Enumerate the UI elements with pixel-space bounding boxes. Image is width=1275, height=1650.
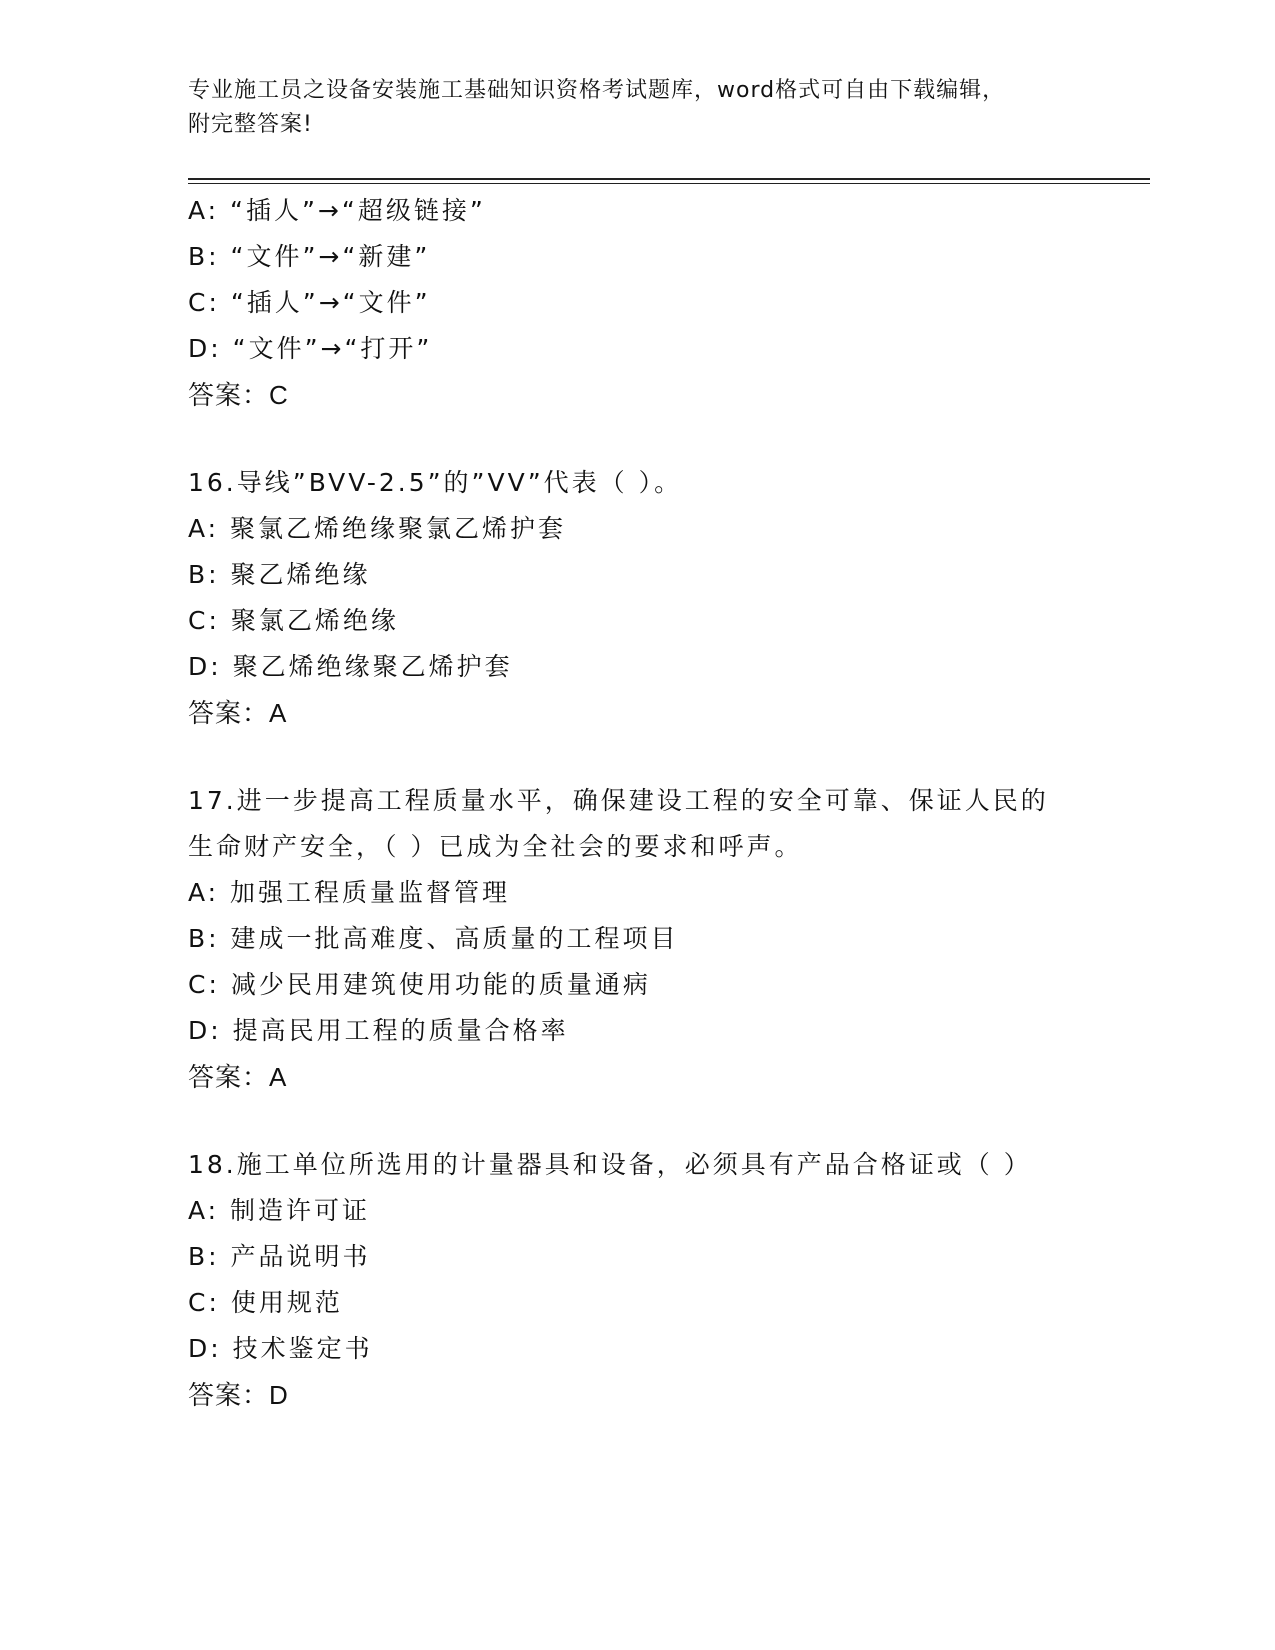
answer-line: 答案：D [188,1380,289,1410]
header-divider-thin [188,183,1150,184]
question-text: 16.导线”BVV-2.5”的”VV”代表（ ）。 [188,468,683,497]
question-15-block [188,188,1148,418]
option-a: A: 制造许可证 [188,1196,371,1225]
option-a: A: “插人”→“超级链接” [188,196,486,225]
spacer [188,736,1148,778]
question-text-line-2: 生命财产安全，（ ）已成为全社会的要求和呼声。 [188,832,803,861]
document-body [188,188,1148,1418]
option-c: C: “插人”→“文件” [188,288,431,317]
question-17-block [188,778,1148,1100]
option-b: B: 建成一批高难度、高质量的工程项目 [188,924,679,953]
question-text: 18.施工单位所选用的计量器具和设备，必须具有产品合格证或（ ） [188,1150,1032,1179]
spacer [188,418,1148,460]
answer-line: 答案：C [188,380,289,410]
header-divider-thick [188,178,1150,180]
option-d: D: “文件”→“打开” [188,334,433,363]
header-title-line-2: 附完整答案! [188,112,313,137]
option-c: C: 聚氯乙烯绝缘 [188,606,399,635]
option-d: D: 提高民用工程的质量合格率 [188,1016,569,1045]
question-16-block [188,460,1148,736]
option-c: C: 使用规范 [188,1288,343,1317]
document-header [188,74,1088,142]
question-18-block [188,1142,1148,1418]
option-d: D: 技术鉴定书 [188,1334,373,1363]
option-d: D: 聚乙烯绝缘聚乙烯护套 [188,652,513,681]
option-b: B: “文件”→“新建” [188,242,431,271]
option-c: C: 减少民用建筑使用功能的质量通病 [188,970,651,999]
header-title-line-1: 专业施工员之设备安装施工基础知识资格考试题库，word格式可自由下载编辑， [188,78,1006,103]
option-b: B: 聚乙烯绝缘 [188,560,371,589]
answer-line: 答案：A [188,698,288,728]
option-b: B: 产品说明书 [188,1242,371,1271]
question-text-line-1: 17.进一步提高工程质量水平，确保建设工程的安全可靠、保证人民的 [188,786,1049,815]
option-a: A: 聚氯乙烯绝缘聚氯乙烯护套 [188,514,567,543]
answer-line: 答案：A [188,1062,288,1092]
spacer [188,1100,1148,1142]
option-a: A: 加强工程质量监督管理 [188,878,511,907]
